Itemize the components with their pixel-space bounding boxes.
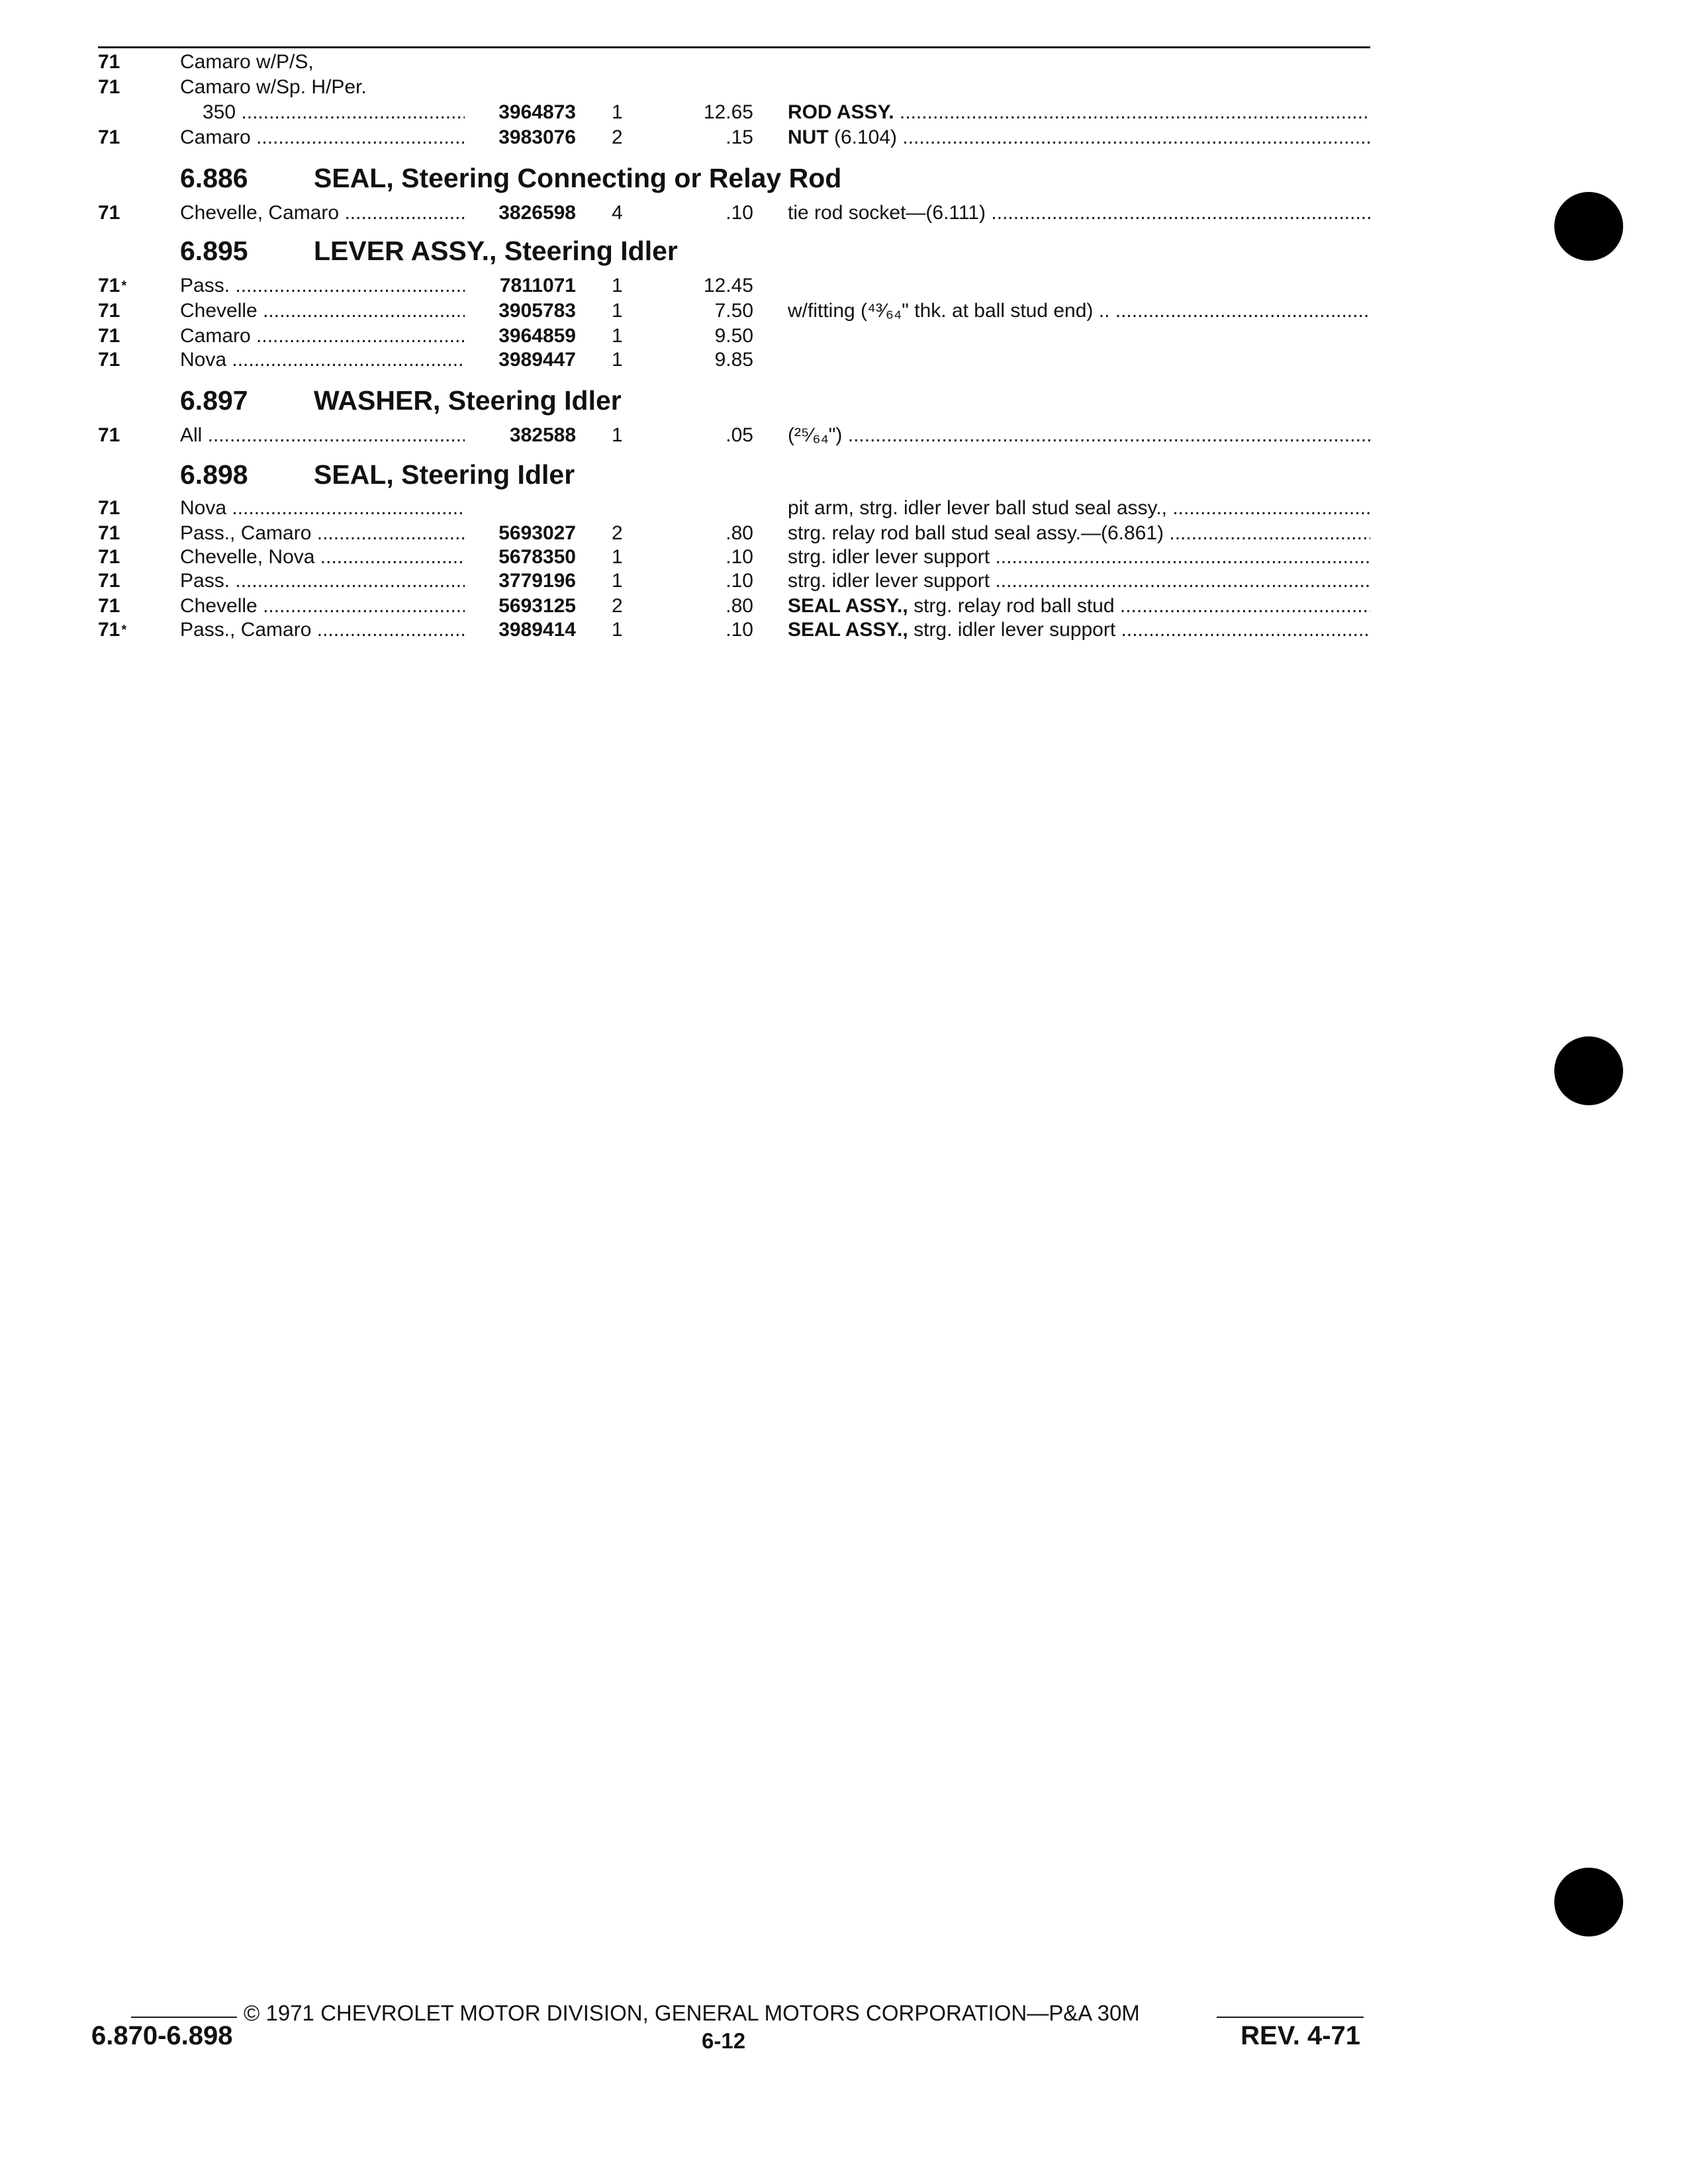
part-row: [0, 299, 1688, 323]
part-description: [788, 618, 1370, 642]
quantity: 1: [612, 325, 623, 347]
part-number: 3905783: [498, 300, 576, 322]
application: All .....: [180, 424, 465, 447]
part-number: 382588: [509, 424, 576, 446]
part-description: [788, 545, 1370, 569]
quantity: 1: [612, 570, 623, 592]
list-price: .10: [726, 570, 753, 592]
group-number: 6.898: [180, 459, 248, 490]
model-year-value: 71: [98, 76, 120, 98]
model-year: [98, 274, 126, 298]
group-title: SEAL, Steering Connecting or Relay Rod: [314, 163, 842, 193]
group-title: LEVER ASSY., Steering Idler: [314, 236, 678, 266]
description-text: (6.104): [828, 126, 898, 148]
binder-hole-bottom: [1554, 1868, 1623, 1936]
quantity: 2: [612, 595, 623, 617]
part-row: [0, 201, 1688, 225]
part-description: [788, 496, 1370, 520]
part-row: [0, 101, 1688, 124]
footer-rule-left: [131, 2017, 237, 2018]
quantity: 1: [612, 424, 623, 446]
model-year: [98, 50, 120, 74]
footer-revision: REV. 4-71: [1241, 2021, 1360, 2050]
list-price: .10: [726, 546, 753, 568]
top-rule: [98, 46, 1370, 48]
list-price: .80: [726, 522, 753, 544]
quantity: 1: [612, 619, 623, 641]
model-year-value: 71: [98, 126, 120, 148]
model-year: [98, 348, 120, 372]
model-year: [98, 126, 120, 150]
footer-rule-right: [1217, 2017, 1364, 2018]
model-year: [98, 569, 120, 593]
footer-group-range: 6.870-6.898: [91, 2021, 233, 2050]
part-number: 5678350: [498, 546, 576, 568]
group-title: WASHER, Steering Idler: [314, 385, 622, 416]
application: 350 .....: [203, 101, 465, 124]
model-year-value: 71: [98, 522, 120, 544]
description-bold: SEAL ASSY.,: [788, 595, 908, 617]
list-price: .05: [726, 424, 753, 446]
part-number: 3826598: [498, 202, 576, 224]
model-year-value: 71: [98, 570, 120, 592]
binder-hole-top: [1554, 192, 1623, 261]
description-text: strg. idler lever support: [788, 570, 990, 592]
model-year: [98, 618, 126, 642]
part-description: [788, 126, 1370, 150]
description-text: tie rod socket—(6.111): [788, 202, 986, 224]
part-number: 3964859: [498, 325, 576, 347]
model-year: [98, 522, 120, 545]
part-row: [0, 126, 1688, 150]
description-text: strg. relay rod ball stud: [908, 595, 1115, 617]
model-year-value: 71: [98, 51, 120, 73]
model-year-value: 71: [98, 619, 120, 641]
part-row: [0, 569, 1688, 593]
group-heading: [0, 458, 1688, 491]
list-price: .80: [726, 595, 753, 617]
application: Chevelle .....: [180, 594, 465, 618]
group-number: 6.886: [180, 163, 248, 193]
part-row: [0, 50, 1688, 74]
model-year-value: 71: [98, 275, 120, 296]
part-number: 3779196: [498, 570, 576, 592]
model-year-value: 71: [98, 300, 120, 322]
model-year-value: 71: [98, 202, 120, 224]
part-row: [0, 618, 1688, 642]
new-item-mark: *: [121, 623, 127, 637]
part-row: [0, 424, 1688, 447]
application: Chevelle .....: [180, 299, 465, 323]
model-year: [98, 424, 120, 447]
part-row: [0, 496, 1688, 520]
list-price: 12.65: [703, 101, 753, 123]
list-price: 12.45: [703, 275, 753, 296]
list-price: 9.50: [714, 325, 753, 347]
part-row: [0, 324, 1688, 348]
quantity: 1: [612, 275, 623, 296]
model-year: [98, 299, 120, 323]
part-description: [788, 299, 1370, 323]
application: Pass. .....: [180, 274, 465, 298]
part-number: 3989414: [498, 619, 576, 641]
part-number: 5693027: [498, 522, 576, 544]
description-text: strg. relay rod ball stud seal assy.—(6.861): [788, 522, 1164, 544]
description-text: w/fitting (⁴³⁄₆₄" thk. at ball stud end) ..: [788, 300, 1110, 322]
model-year-value: 71: [98, 595, 120, 617]
part-description: [788, 201, 1370, 225]
part-description: [788, 569, 1370, 593]
model-year-value: 71: [98, 546, 120, 568]
group-heading: [0, 234, 1688, 267]
application: Pass. .....: [180, 569, 465, 593]
quantity: 1: [612, 300, 623, 322]
model-year-value: 71: [98, 497, 120, 519]
application: Chevelle, Nova .....: [180, 545, 465, 569]
part-row: [0, 348, 1688, 372]
part-description: [788, 522, 1370, 545]
part-number: 3964873: [498, 101, 576, 123]
description-bold: ROD ASSY.: [788, 101, 894, 123]
part-description: [788, 101, 1370, 124]
group-number: 6.897: [180, 385, 248, 416]
description-text: pit arm, strg. idler lever ball stud seal assy.,: [788, 497, 1167, 519]
part-number: 3983076: [498, 126, 576, 148]
group-title: SEAL, Steering Idler: [314, 459, 575, 490]
application: Nova .....: [180, 496, 465, 520]
part-number: 5693125: [498, 595, 576, 617]
quantity: 4: [612, 202, 623, 224]
part-number: 3989447: [498, 349, 576, 371]
footer-page-number: 6-12: [702, 2028, 746, 2053]
quantity: 2: [612, 522, 623, 544]
application: Camaro .....: [180, 324, 465, 348]
model-year: [98, 496, 120, 520]
part-row: [0, 75, 1688, 99]
list-price: .10: [726, 619, 753, 641]
description-bold: SEAL ASSY.,: [788, 619, 908, 641]
application: Camaro .....: [180, 126, 465, 150]
application: Pass., Camaro .....: [180, 618, 465, 642]
list-price: 7.50: [714, 300, 753, 322]
group-number: 6.895: [180, 236, 248, 266]
model-year-value: 71: [98, 424, 120, 446]
quantity: 1: [612, 546, 623, 568]
part-description: [788, 594, 1370, 618]
list-price: 9.85: [714, 349, 753, 371]
list-price: .15: [726, 126, 753, 148]
quantity: 1: [612, 349, 623, 371]
application: Camaro w/P/S,: [180, 51, 314, 73]
part-row: [0, 545, 1688, 569]
description-bold: NUT: [788, 126, 829, 148]
footer-copyright: © 1971 CHEVROLET MOTOR DIVISION, GENERAL MOTORS CORPORATION—P&A 30M: [244, 2001, 1140, 2025]
application: Pass., Camaro .....: [180, 522, 465, 545]
list-price: .10: [726, 202, 753, 224]
part-row: [0, 594, 1688, 618]
part-row: [0, 522, 1688, 545]
quantity: 1: [612, 101, 623, 123]
part-row: [0, 274, 1688, 298]
model-year: [98, 324, 120, 348]
application: Nova .....: [180, 348, 465, 372]
model-year-value: 71: [98, 325, 120, 347]
description-text: strg. idler lever support: [908, 619, 1116, 641]
description-text: (²⁵⁄₆₄"): [788, 424, 843, 446]
quantity: 2: [612, 126, 623, 148]
group-heading: [0, 384, 1688, 417]
binder-hole-middle: [1554, 1036, 1623, 1105]
group-heading: [0, 161, 1688, 195]
application: Chevelle, Camaro .....: [180, 201, 465, 225]
description-text: strg. idler lever support: [788, 546, 990, 568]
new-item-mark: *: [121, 279, 127, 293]
model-year: [98, 594, 120, 618]
part-number: 7811071: [499, 275, 576, 296]
part-description: [788, 424, 1370, 447]
model-year: [98, 75, 120, 99]
model-year: [98, 201, 120, 225]
application: Camaro w/Sp. H/Per.: [180, 76, 367, 98]
model-year: [98, 545, 120, 569]
model-year-value: 71: [98, 349, 120, 371]
